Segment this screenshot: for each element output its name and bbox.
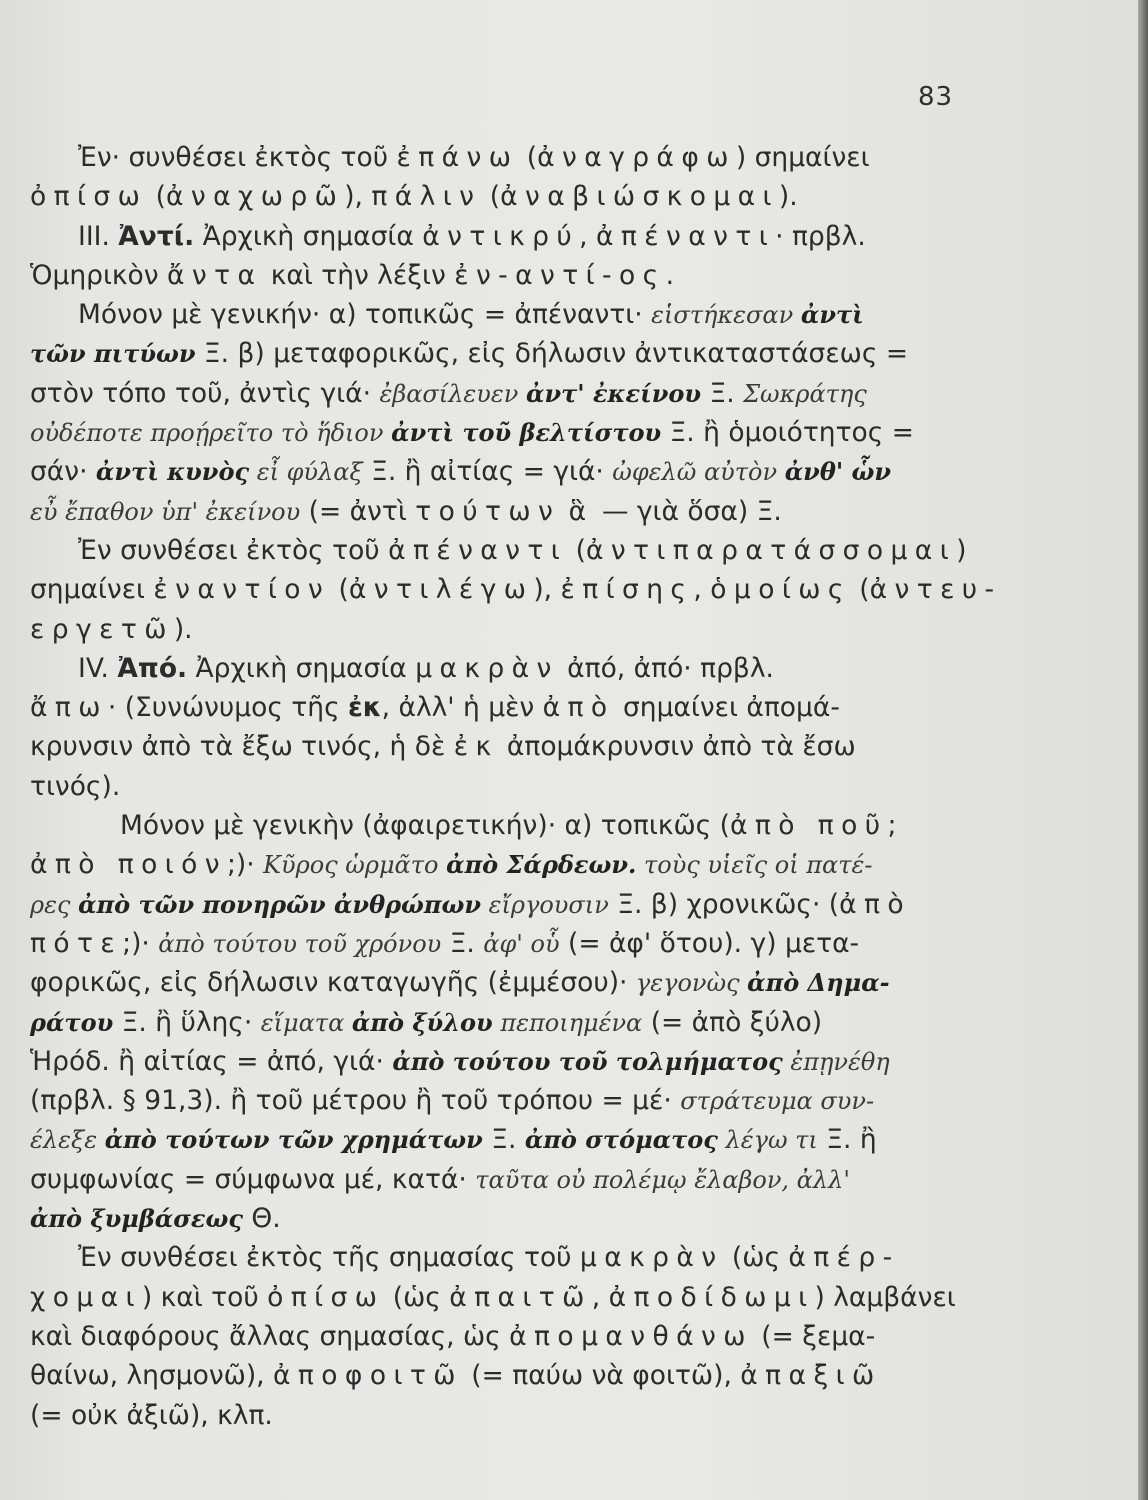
text-run: εἵματα [260,1008,352,1037]
text-line [30,885,960,924]
text-line [30,610,960,649]
text-line [30,492,960,531]
text-run: ) [956,534,967,566]
text-run: ἀπὸ Σάρδεων. [446,850,637,880]
text-line [30,1120,960,1159]
text-run: ἀποφοιτῶ [273,1360,463,1392]
text-run: Ἀρχικὴ σημασία [194,220,423,252]
text-run: Μόνον μὲ γενικήν· α) τοπικῶς = ἀπέναντι· [78,299,652,331]
text-line [30,1278,960,1317]
text-run: IV. [78,652,118,684]
text-line [30,1003,960,1042]
text-run: Ἀρχικὴ σημασία [187,652,416,684]
text-run: Ξ. ἢ [817,1124,877,1156]
text-run: Ὁμηρικὸν [30,259,167,291]
text-run: III. [78,220,119,252]
text-run: (= ἀπὸ ξύλο) [642,1006,823,1038]
text-run: ὁμοίως [710,574,851,606]
text-run: (= ἀφ' ὅτου). γ) μετα- [559,927,860,959]
text-run: Ξ. [701,377,744,409]
text-run: (ὡς [384,1281,450,1313]
text-run: ἀπὸ ξυμβάσεως [30,1204,243,1234]
text-run: ). [173,613,193,645]
text-run: ;)· [122,927,159,959]
text-line [30,1317,960,1356]
text-run: ( [330,574,349,606]
text-run: Θ. [243,1203,281,1235]
text-run: ἀπὸ τῶν πονηρῶν ἀνθρώπων [78,889,481,919]
text-run: ἐπῃνέθη [782,1047,890,1076]
text-line [30,1396,960,1435]
text-line [30,413,960,452]
text-run: ἀντ' ἐκείνου [525,378,702,408]
text-line [30,1160,960,1199]
text-run: σημαίνει [30,574,154,606]
text-run: ἀπό, ἀπό· πρβλ. [558,652,774,684]
text-run: Ἡρόδ. ἢ αἰτίας = ἀπό, γιά· [30,1045,393,1077]
text-run: εἱστήκεσαν [651,301,801,330]
text-run: ἐπίσης [560,574,694,606]
text-run: Ἐν συνθέσει ἐκτὸς τοῦ [78,534,389,566]
text-run: · (Συνώνυμος τῆς [107,692,349,724]
text-run: ἀναβιώσκομαι [500,181,779,213]
text-run: ( [567,534,586,566]
text-run: οὐδέποτε προῄρεῖτο τὸ ἥδιον [30,419,392,448]
text-run: ἀνθ' ὧν [784,457,892,487]
text-run: ρες [30,890,79,919]
text-run: ἀπαιτῶ [449,1281,592,1313]
text-run: Ξ. [482,1124,525,1156]
text-run: πάλιν [371,181,482,213]
text-run: θαίνω, λησμονῶ), [30,1360,274,1392]
text-run: ;)· [227,849,264,881]
text-line [30,963,960,1002]
text-run: ). [778,181,798,213]
text-run: Ξ. ἢ ὕλης· [113,1006,261,1038]
text-run: ἄντα [166,259,263,291]
text-run: ), [344,181,372,213]
text-run: ἐπάνω [396,142,519,173]
text-run: ἀφ' οὗ [483,929,560,958]
text-line [30,217,960,256]
text-run: σάν· [30,456,96,488]
text-run [560,496,568,527]
text-run: εργετῶ [30,613,174,645]
text-run: πότε [30,927,123,959]
text-run: — γιὰ ὅσα) Ξ. [593,495,782,527]
text-run: τοὺς υἱεῖς οἱ πατέ- [636,851,873,880]
text-run: ἀπὸ στόματος [524,1125,718,1155]
text-run: Μόνον μὲ γενικὴν (ἀφαιρετικήν)· α) τοπικῶς ( [120,810,730,842]
text-run: ἀντιπαρατάσσομαι [585,534,957,566]
text-run: ἀναχωρῶ [166,181,345,213]
text-run: ὠφελῶ αὐτὸν [612,458,785,487]
text-run: Ἐν· συνθέσει ἐκτὸς τοῦ [78,142,397,173]
text-line [30,256,960,295]
text-line [30,1042,960,1081]
text-run: χομαι [30,1281,142,1313]
text-run: ἀντὶ κυνὸς [95,457,250,487]
text-run: κρυνσιν ἀπὸ τὰ ἔξω τινός, ἡ δὲ [30,731,454,763]
text-run: ἀπὸ τούτου τοῦ χρόνου [158,929,442,958]
text-run: (πρβλ. § 91,3). ἢ τοῦ μέτρου ἢ τοῦ τρόπου = μέ· [30,1085,681,1117]
text-run: Σωκράτης [743,379,867,408]
page-number: 83 [918,82,954,112]
text-run: (= ξεμα- [752,1320,876,1352]
text-run: (= ἀντὶ [300,495,416,527]
text-run: ἐκ [453,731,499,763]
text-run: . [665,259,675,291]
text-run: ( [481,181,501,213]
text-run: ἐβασίλευεν [379,379,526,408]
text-run: σημαίνει ἀπομά- [614,692,840,724]
text-run: Κῦρος ὡρμᾶτο [263,851,447,880]
text-run: Ἀπό. [117,652,188,684]
text-run: ἀπὸ ποιόν [30,849,227,881]
text-run: , [693,574,711,606]
text-run: ) καὶ τοῦ [141,1281,268,1313]
text-line [30,452,960,491]
text-run: στὸν τόπο τοῦ, ἀντὶς γιά· [30,377,380,409]
text-run: ράτου [30,1007,114,1037]
text-run: μακρὰν [579,1242,724,1274]
text-run: ἀπὸ Δημα- [747,968,890,998]
text-run: ἀπὸ [839,888,912,920]
text-line [30,177,960,216]
text-run: ἀντὶ [800,300,864,330]
text-line [30,649,960,688]
text-run: συμφωνίας = σύμφωνα μέ, κατά· [30,1163,476,1195]
text-run: (= παύω νὰ φοιτῶ), [462,1360,741,1392]
text-line [30,688,960,727]
text-run: τῶν πιτύων [30,339,196,369]
text-run: , ἀλλ' ἡ μὲν [381,692,543,724]
text-run: ὀπίσω [267,1281,385,1313]
text-run: Ξ. ἢ αἰτίας = γιά· [362,456,613,488]
text-run: πεποιημένα [492,1008,643,1037]
text-run: , [591,1281,609,1313]
text-run: τινός). [30,770,121,802]
text-run: τούτων [415,495,561,527]
text-run: ὀπίσω [30,181,148,213]
text-run: ἀπὸ [542,692,615,724]
text-run: ), [533,574,561,606]
text-run: ἀπὸ ξύλου [351,1007,493,1037]
text-run: ἐν-αντί-ος [454,259,666,291]
text-line [30,1199,960,1238]
text-run: έλεξε [30,1126,105,1155]
text-line [30,138,960,177]
text-run: ἀποδίδωμι [608,1281,815,1313]
text-run: Ἀντί. [118,220,195,252]
text-line [30,334,960,373]
text-run: ἀπομανθάνω [509,1320,753,1352]
text-line [30,570,1002,609]
text-run: στράτευμα συν- [680,1087,875,1116]
text-line [30,845,960,884]
text-run: ἀντὶ τοῦ βελτίστου [391,418,662,448]
text-run: , [579,220,596,252]
text-run: Ξ. β) μεταφορικῶς, εἰς δήλωσιν ἀντικαταστάσεως = [195,338,909,370]
text-line [30,374,960,413]
text-run: φορικῶς, εἰς δήλωσιν καταγωγῆς (ἐμμέσου)· [30,967,636,999]
text-run: · πρβλ. [775,220,866,252]
text-run: γεγονὼς [635,969,748,998]
text-run: ( [518,142,538,173]
text-run: Ἐν συνθέσει ἐκτὸς τῆς σημασίας τοῦ [78,1242,580,1274]
text-line [30,1238,960,1277]
text-run: λέγω τι [717,1126,818,1155]
text-run: (ὡς [723,1242,789,1274]
text-run: ἃ [568,495,594,527]
text-run: ἀπὸ ποῦ [729,810,888,842]
text-run: ἐναντίον [153,574,331,606]
text-run: ἀναγράφω [537,142,736,173]
text-run: εὖ ἔπαθον ὑπ' ἐκείνου [30,497,301,526]
text-run: μακρὰν [415,652,559,684]
text-run: Ξ. β) χρονικῶς· ( [608,888,840,920]
text-run: ἀπὸ τούτων τῶν χρημάτων [104,1125,483,1155]
text-run: ἀντικρύ [422,220,580,252]
text-run: ταῦτα οὐ πολέμῳ ἔλαβον, ἀλλ' [475,1165,850,1194]
text-run: ἀπέναντι [596,220,776,252]
text-run: ἀπομάκρυνσιν ἀπὸ τὰ ἔσω [498,731,856,763]
body-text [30,138,1002,1435]
text-run: ἄπω [30,692,108,724]
text-run: ) λαμβάνει [814,1281,956,1313]
text-run: εἴργουσιν [480,890,609,919]
text-line [30,531,967,570]
text-run: ) σημαίνει [735,142,870,173]
text-run: ἀπέρ- [788,1242,900,1274]
text-run: ἀντευ- [869,574,1002,606]
text-line [30,1081,960,1120]
page-edge [1138,0,1148,1500]
text-run: εἶ φύλαξ [249,458,363,487]
text-run: Ξ. [441,927,484,959]
text-line [30,767,960,806]
text-run: ( [850,574,870,606]
text-run: Ξ. ἢ ὁμοιότητος = [661,417,914,449]
text-run: ; [887,810,897,842]
text-run: ἀπέναντι [388,534,568,566]
text-run: καὶ διαφόρους ἄλλας σημασίας, ὡς [30,1320,510,1352]
text-run: ἀπαξιῶ [740,1360,882,1392]
text-run: καὶ τὴν λέξιν [262,259,455,291]
text-run: ( [147,181,166,213]
text-line [30,924,960,963]
text-line [30,806,960,845]
text-run: (= οὐκ ἀξιῶ), κλπ. [30,1399,273,1431]
text-line [30,295,960,334]
text-line [30,1356,960,1395]
text-run: ἀντιλέγω [348,574,534,606]
text-run: ἀπὸ τούτου τοῦ τολμήματος [392,1046,783,1076]
text-line [30,727,960,766]
text-run: ἐκ [348,692,382,724]
